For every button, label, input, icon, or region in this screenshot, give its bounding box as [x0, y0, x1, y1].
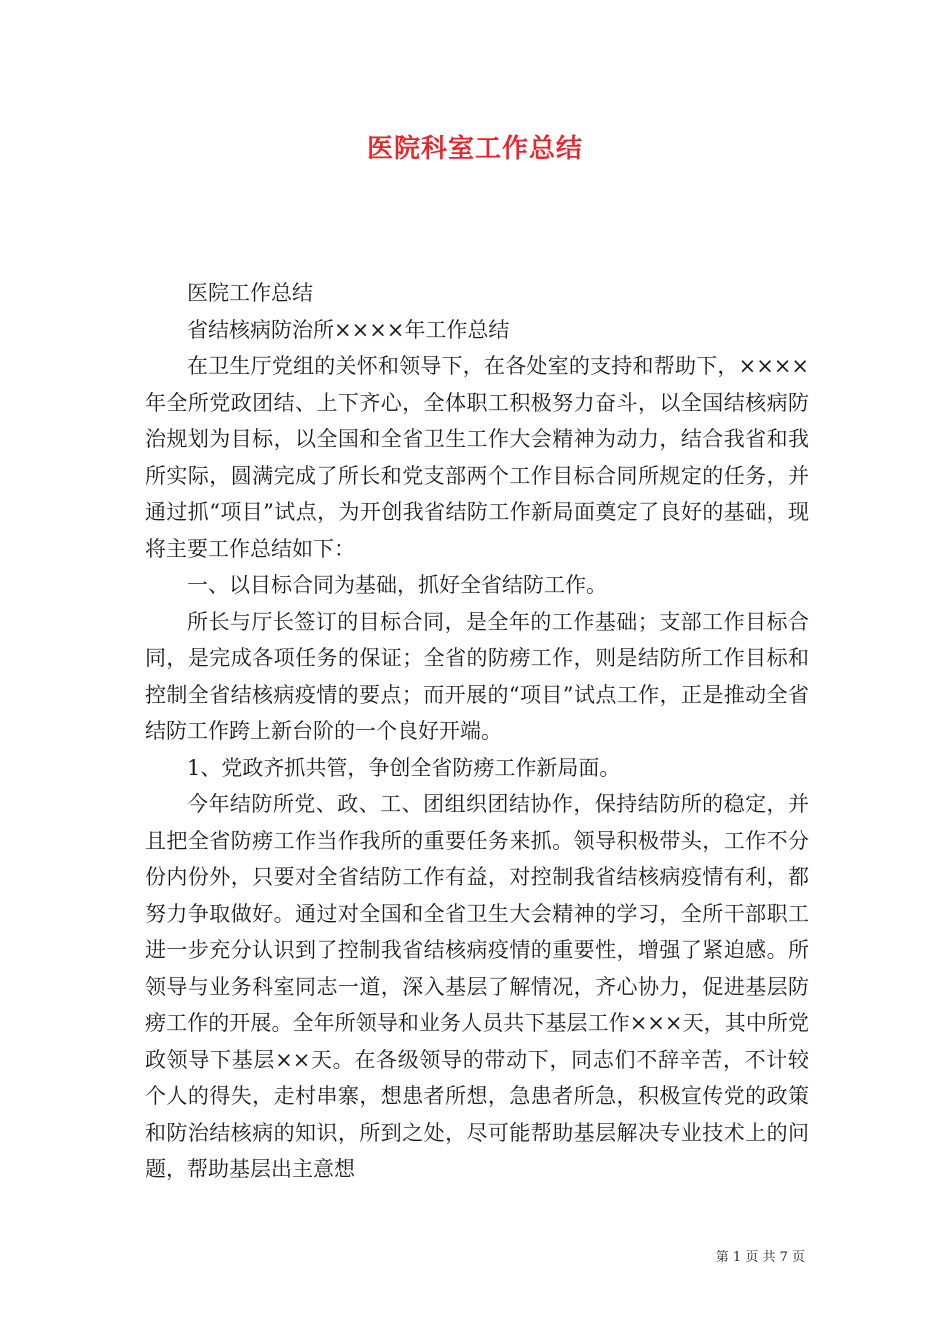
- document-body: [145, 275, 809, 1188]
- section-heading-one: 一、以目标合同为基础，抓好全省结防工作。: [187, 573, 607, 597]
- document-title: 医院科室工作总结: [366, 134, 583, 164]
- paragraph-heading: 医院工作总结: [187, 281, 313, 305]
- paragraph-intro: 在卫生厅党组的关怀和领导下，在各处室的支持和帮助下，××××年全所党政团结、上下齐心，全体职工积极努力奋斗，以全国结核病防治规划为目标，以全国和全省卫生工作大会精神为动力，结合我省和我所实际，圆满完成了所长和党支部两个工作目标合同所规定的任务，并通过抓“项目”试点，为开创我省结防工作新局面奠定了良好的基础，现将主要工作总结如下：: [145, 354, 809, 561]
- subsection-heading-one: 1、党政齐抓共管，争创全省防痨工作新局面。: [187, 755, 621, 780]
- page-number: 第 1 页 共 7 页: [715, 1250, 805, 1265]
- paragraph-party-work: 今年结防所党、政、工、团组织团结协作，保持结防所的稳定，并且把全省防痨工作当作我所的重要任务来抓。领导积极带头，工作不分份内份外，只要对全省结防工作有益，对控制我省结核病疫情有利，都努力争取做好。通过对全国和全省卫生大会精神的学习，全所干部职工进一步充分认识到了控制我省结核病疫情的重要性，增强了紧迫感。所领导与业务科室同志一道，深入基层了解情况，齐心协力，促进基层防痨工作的开展。全年所领导和业务人员共下基层工作×××天，其中所党政领导下基层××天。在各级领导的带动下，同志们不辞辛苦，不计较个人的得失，走村串寨，想患者所想，急患者所急，积极宣传党的政策和防治结核病的知识，所到之处，尽可能帮助基层解决专业技术上的问题，帮助基层出主意想: [145, 792, 809, 1181]
- paragraph-subheading: 省结核病防治所××××年工作总结: [187, 317, 510, 342]
- paragraph-target-contract: 所长与厅长签订的目标合同，是全年的工作基础；支部工作目标合同，是完成各项任务的保证；全省的防痨工作，则是结防所工作目标和控制全省结核病疫情的要点；而开展的“项目”试点工作，正是推动全省结防工作跨上新台阶的一个良好开端。: [145, 609, 809, 743]
